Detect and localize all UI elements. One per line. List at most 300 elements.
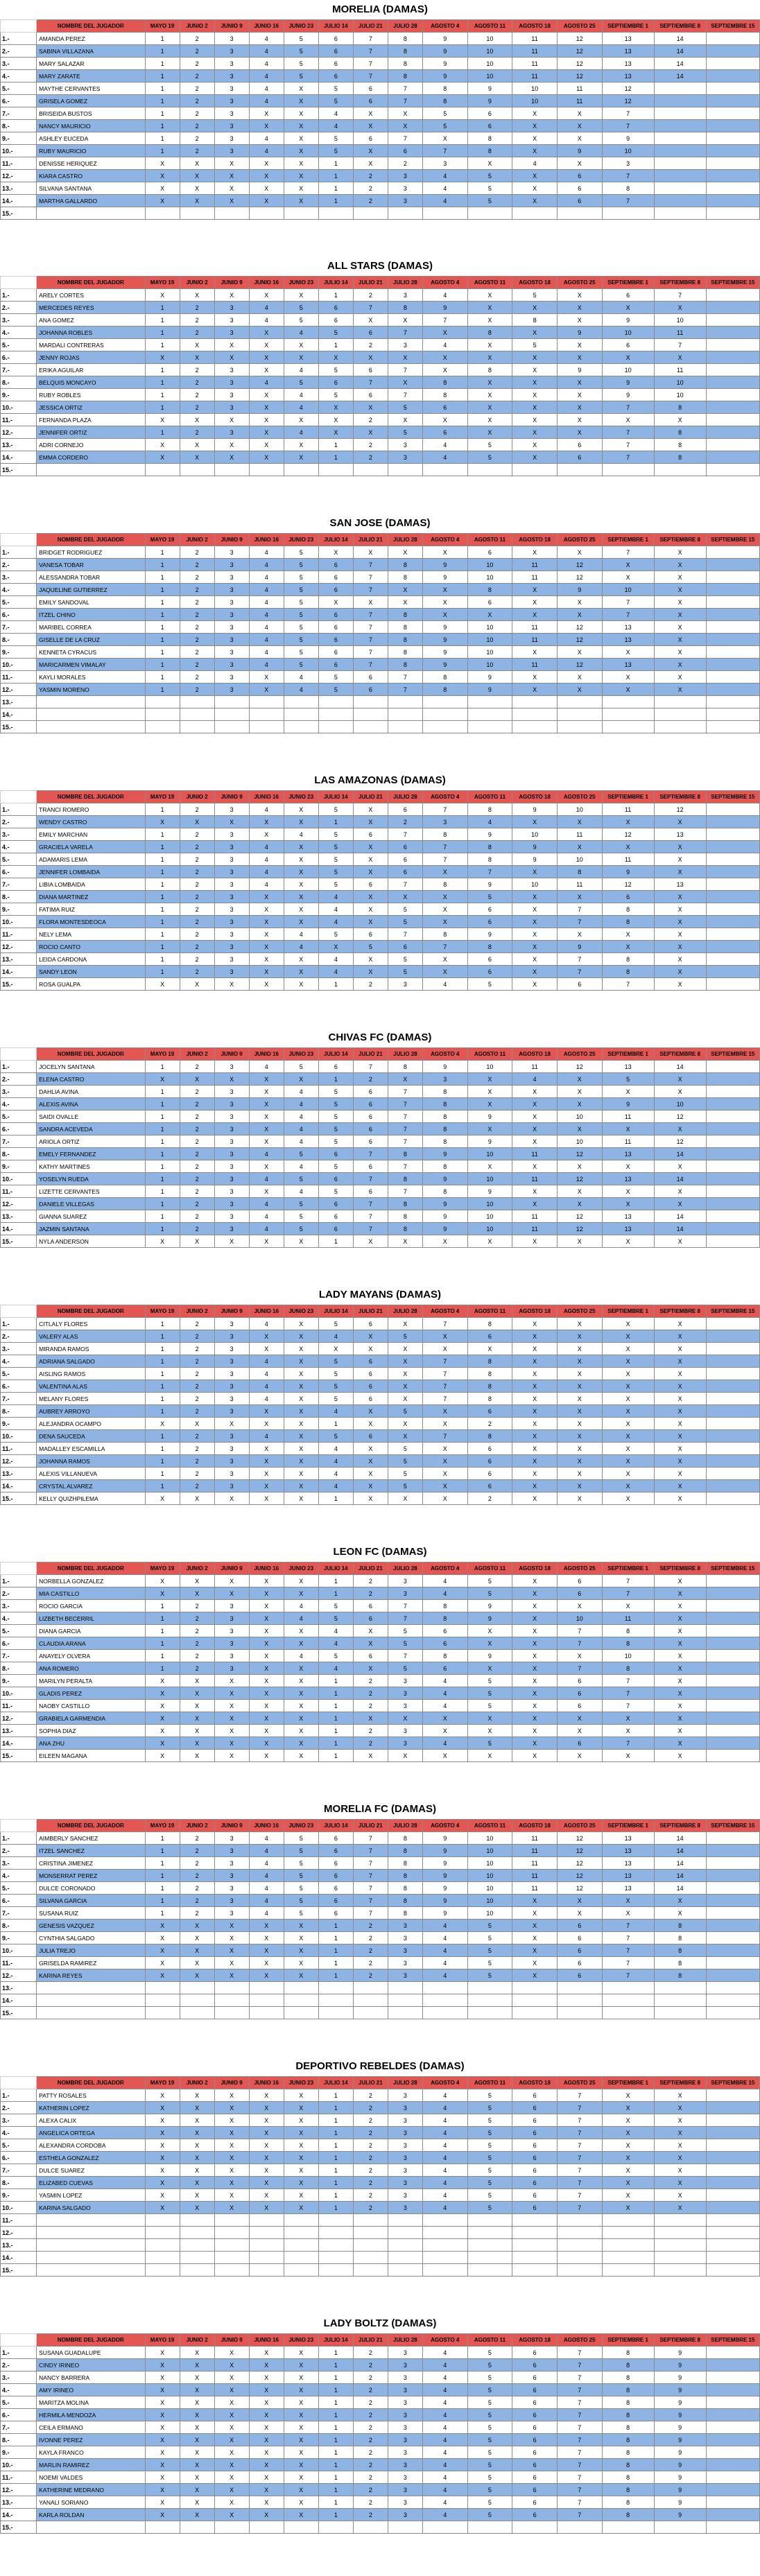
attendance-cell[interactable]: 2	[353, 2177, 388, 2189]
attendance-cell[interactable]: X	[467, 289, 512, 302]
attendance-cell[interactable]	[145, 696, 180, 708]
attendance-cell[interactable]: X	[512, 978, 558, 991]
attendance-cell[interactable]: 1	[145, 953, 180, 966]
attendance-cell[interactable]: 5	[318, 1160, 353, 1173]
attendance-cell[interactable]	[706, 120, 759, 132]
player-name[interactable]: KATHY MARTINES	[37, 1160, 145, 1173]
attendance-cell[interactable]	[706, 464, 759, 476]
attendance-cell[interactable]: X	[249, 1160, 284, 1173]
attendance-cell[interactable]: 2	[388, 157, 422, 170]
attendance-cell[interactable]: X	[602, 1443, 654, 1455]
attendance-cell[interactable]: 8	[602, 2409, 654, 2421]
attendance-cell[interactable]: X	[284, 95, 318, 107]
attendance-cell[interactable]: 6	[467, 1480, 512, 1492]
attendance-cell[interactable]: 1	[145, 1343, 180, 1355]
attendance-cell[interactable]: X	[557, 314, 602, 327]
attendance-cell[interactable]	[318, 721, 353, 733]
attendance-cell[interactable]: 4	[249, 58, 284, 70]
attendance-cell[interactable]: 1	[145, 828, 180, 841]
attendance-cell[interactable]: X	[557, 1405, 602, 1418]
attendance-cell[interactable]: 2	[180, 596, 214, 609]
attendance-cell[interactable]: 7	[422, 145, 467, 157]
attendance-cell[interactable]: 4	[249, 634, 284, 646]
attendance-cell[interactable]: 6	[318, 1857, 353, 1870]
attendance-cell[interactable]: X	[602, 2202, 654, 2214]
attendance-cell[interactable]: 3	[214, 1907, 249, 1920]
attendance-cell[interactable]: 2	[353, 2152, 388, 2164]
attendance-cell[interactable]: 2	[180, 1405, 214, 1418]
attendance-cell[interactable]: 4	[422, 2189, 467, 2202]
attendance-cell[interactable]: 5	[284, 1210, 318, 1223]
attendance-cell[interactable]: 3	[214, 120, 249, 132]
attendance-cell[interactable]: 12	[557, 1857, 602, 1870]
attendance-cell[interactable]: 5	[318, 1111, 353, 1123]
attendance-cell[interactable]: X	[512, 891, 558, 903]
attendance-cell[interactable]: X	[654, 1575, 706, 1587]
attendance-cell[interactable]: 12	[557, 1845, 602, 1857]
attendance-cell[interactable]: X	[388, 546, 422, 559]
player-name[interactable]: KENNETA CYRACUS	[37, 646, 145, 659]
attendance-cell[interactable]: 6	[557, 195, 602, 207]
attendance-cell[interactable]: 2	[180, 684, 214, 696]
attendance-cell[interactable]: X	[353, 145, 388, 157]
attendance-cell[interactable]	[602, 696, 654, 708]
player-name[interactable]: ITZEL SANCHEZ	[37, 1845, 145, 1857]
attendance-cell[interactable]: X	[318, 941, 353, 953]
attendance-cell[interactable]	[706, 853, 759, 866]
attendance-cell[interactable]: X	[654, 1712, 706, 1725]
attendance-cell[interactable]: 4	[249, 1318, 284, 1330]
attendance-cell[interactable]: 1	[318, 195, 353, 207]
attendance-cell[interactable]: 3	[214, 1111, 249, 1123]
attendance-cell[interactable]: 8	[388, 1845, 422, 1857]
attendance-cell[interactable]: X	[602, 684, 654, 696]
attendance-cell[interactable]: 2	[180, 376, 214, 389]
attendance-cell[interactable]: 11	[654, 327, 706, 339]
attendance-cell[interactable]	[706, 1907, 759, 1920]
attendance-cell[interactable]: 6	[388, 841, 422, 853]
attendance-cell[interactable]: 6	[318, 584, 353, 596]
attendance-cell[interactable]: 5	[284, 1148, 318, 1160]
attendance-cell[interactable]: 12	[557, 70, 602, 82]
attendance-cell[interactable]: X	[284, 1468, 318, 1480]
attendance-cell[interactable]: 14	[654, 1173, 706, 1185]
attendance-cell[interactable]: X	[145, 816, 180, 828]
player-name[interactable]: SUSANA GUADALUPE	[37, 2347, 145, 2359]
attendance-cell[interactable]: X	[284, 1480, 318, 1492]
attendance-cell[interactable]: X	[422, 1235, 467, 1248]
attendance-cell[interactable]: 6	[353, 1086, 388, 1098]
attendance-cell[interactable]: X	[145, 2139, 180, 2152]
attendance-cell[interactable]: X	[284, 878, 318, 891]
attendance-cell[interactable]: 6	[318, 1061, 353, 1073]
attendance-cell[interactable]: X	[284, 2152, 318, 2164]
attendance-cell[interactable]: 5	[467, 1957, 512, 1969]
attendance-cell[interactable]: 10	[467, 1173, 512, 1185]
player-name[interactable]: KIARA CASTRO	[37, 170, 145, 182]
attendance-cell[interactable]: 8	[422, 376, 467, 389]
attendance-cell[interactable]: 3	[214, 903, 249, 916]
attendance-cell[interactable]: X	[557, 351, 602, 364]
attendance-cell[interactable]: 3	[214, 107, 249, 120]
attendance-cell[interactable]: X	[249, 351, 284, 364]
attendance-cell[interactable]: 8	[422, 1086, 467, 1098]
attendance-cell[interactable]: X	[249, 978, 284, 991]
attendance-cell[interactable]: 7	[557, 2127, 602, 2139]
attendance-cell[interactable]: X	[557, 1355, 602, 1368]
attendance-cell[interactable]: 5	[467, 2396, 512, 2409]
attendance-cell[interactable]	[557, 2227, 602, 2239]
attendance-cell[interactable]: X	[654, 1086, 706, 1098]
attendance-cell[interactable]: 6	[512, 2372, 558, 2384]
attendance-cell[interactable]: 4	[249, 546, 284, 559]
attendance-cell[interactable]: X	[249, 451, 284, 464]
attendance-cell[interactable]: X	[467, 302, 512, 314]
attendance-cell[interactable]: X	[145, 1969, 180, 1982]
attendance-cell[interactable]: X	[654, 841, 706, 853]
attendance-cell[interactable]	[353, 2521, 388, 2534]
attendance-cell[interactable]: 5	[318, 389, 353, 401]
attendance-cell[interactable]	[706, 207, 759, 220]
player-name[interactable]: GLADIS PEREZ	[37, 1687, 145, 1700]
attendance-cell[interactable]: X	[512, 609, 558, 621]
attendance-cell[interactable]: 1	[318, 2114, 353, 2127]
attendance-cell[interactable]: X	[557, 1895, 602, 1907]
attendance-cell[interactable]: 8	[388, 1832, 422, 1845]
attendance-cell[interactable]: 8	[654, 426, 706, 439]
attendance-cell[interactable]: 2	[353, 978, 388, 991]
attendance-cell[interactable]	[422, 2521, 467, 2534]
attendance-cell[interactable]: 6	[512, 2089, 558, 2102]
attendance-cell[interactable]: X	[284, 1662, 318, 1675]
attendance-cell[interactable]	[512, 207, 558, 220]
attendance-cell[interactable]: X	[654, 1380, 706, 1393]
player-name[interactable]: ALEJANDRA OCAMPO	[37, 1418, 145, 1430]
attendance-cell[interactable]: 6	[422, 1637, 467, 1650]
attendance-cell[interactable]: X	[145, 2409, 180, 2421]
attendance-cell[interactable]: 3	[388, 2484, 422, 2496]
attendance-cell[interactable]: 7	[353, 33, 388, 45]
attendance-cell[interactable]: X	[145, 1575, 180, 1587]
attendance-cell[interactable]: 3	[422, 1073, 467, 1086]
attendance-cell[interactable]: 14	[654, 45, 706, 58]
attendance-cell[interactable]: 5	[467, 2359, 512, 2372]
attendance-cell[interactable]: 8	[602, 2446, 654, 2459]
attendance-cell[interactable]: 6	[467, 1330, 512, 1343]
attendance-cell[interactable]: 8	[388, 1223, 422, 1235]
attendance-cell[interactable]: 1	[145, 1430, 180, 1443]
player-name[interactable]	[37, 721, 145, 733]
attendance-cell[interactable]: 5	[467, 2102, 512, 2114]
attendance-cell[interactable]	[180, 207, 214, 220]
attendance-cell[interactable]: X	[284, 1675, 318, 1687]
attendance-cell[interactable]: X	[353, 596, 388, 609]
attendance-cell[interactable]: X	[249, 1587, 284, 1600]
attendance-cell[interactable]: 9	[422, 1895, 467, 1907]
attendance-cell[interactable]: 7	[602, 546, 654, 559]
attendance-cell[interactable]: 3	[388, 339, 422, 351]
attendance-cell[interactable]	[422, 708, 467, 721]
attendance-cell[interactable]: X	[249, 2114, 284, 2127]
attendance-cell[interactable]: 11	[512, 1870, 558, 1882]
attendance-cell[interactable]	[706, 659, 759, 671]
attendance-cell[interactable]: X	[422, 1443, 467, 1455]
attendance-cell[interactable]: 7	[602, 195, 654, 207]
attendance-cell[interactable]: X	[249, 1235, 284, 1248]
attendance-cell[interactable]: X	[214, 2114, 249, 2127]
attendance-cell[interactable]: 12	[654, 803, 706, 816]
attendance-cell[interactable]: 4	[249, 1061, 284, 1073]
attendance-cell[interactable]: X	[214, 1737, 249, 1750]
player-name[interactable]: MIRANDA RAMOS	[37, 1343, 145, 1355]
attendance-cell[interactable]: 6	[557, 1675, 602, 1687]
attendance-cell[interactable]: 6	[467, 1468, 512, 1480]
attendance-cell[interactable]	[512, 464, 558, 476]
player-name[interactable]: WENDY CASTRO	[37, 816, 145, 828]
attendance-cell[interactable]: X	[602, 1468, 654, 1480]
attendance-cell[interactable]: 3	[214, 1135, 249, 1148]
attendance-cell[interactable]: X	[249, 1343, 284, 1355]
attendance-cell[interactable]: X	[602, 1355, 654, 1368]
attendance-cell[interactable]: 3	[388, 1675, 422, 1687]
attendance-cell[interactable]: 7	[353, 1210, 388, 1223]
attendance-cell[interactable]: X	[654, 1393, 706, 1405]
attendance-cell[interactable]: 3	[214, 941, 249, 953]
attendance-cell[interactable]: X	[512, 1675, 558, 1687]
attendance-cell[interactable]: 10	[467, 634, 512, 646]
attendance-cell[interactable]: 4	[284, 1185, 318, 1198]
attendance-cell[interactable]: 5	[318, 841, 353, 853]
attendance-cell[interactable]: X	[180, 1687, 214, 1700]
attendance-cell[interactable]: X	[145, 2446, 180, 2459]
attendance-cell[interactable]: 3	[388, 2359, 422, 2372]
attendance-cell[interactable]: 1	[145, 621, 180, 634]
attendance-cell[interactable]: X	[353, 891, 388, 903]
attendance-cell[interactable]	[706, 2239, 759, 2252]
attendance-cell[interactable]: X	[284, 82, 318, 95]
attendance-cell[interactable]: X	[467, 1725, 512, 1737]
attendance-cell[interactable]	[706, 2484, 759, 2496]
attendance-cell[interactable]: 9	[422, 646, 467, 659]
attendance-cell[interactable]	[145, 207, 180, 220]
attendance-cell[interactable]	[706, 828, 759, 841]
attendance-cell[interactable]	[706, 1612, 759, 1625]
attendance-cell[interactable]	[706, 1600, 759, 1612]
attendance-cell[interactable]: X	[602, 941, 654, 953]
attendance-cell[interactable]: 10	[512, 828, 558, 841]
attendance-cell[interactable]	[706, 1882, 759, 1895]
attendance-cell[interactable]: X	[557, 841, 602, 853]
attendance-cell[interactable]: 7	[422, 1318, 467, 1330]
attendance-cell[interactable]: 6	[557, 1957, 602, 1969]
attendance-cell[interactable]: X	[180, 1932, 214, 1944]
attendance-cell[interactable]: 2	[180, 841, 214, 853]
attendance-cell[interactable]: 6	[422, 401, 467, 414]
attendance-cell[interactable]: X	[512, 1725, 558, 1737]
attendance-cell[interactable]: 3	[214, 1173, 249, 1185]
attendance-cell[interactable]: X	[318, 1343, 353, 1355]
attendance-cell[interactable]: 5	[318, 1135, 353, 1148]
attendance-cell[interactable]: X	[214, 1920, 249, 1932]
attendance-cell[interactable]: X	[654, 953, 706, 966]
attendance-cell[interactable]: X	[467, 1662, 512, 1675]
attendance-cell[interactable]: 1	[145, 1857, 180, 1870]
attendance-cell[interactable]: X	[284, 2127, 318, 2139]
attendance-cell[interactable]: X	[388, 1712, 422, 1725]
attendance-cell[interactable]: X	[557, 928, 602, 941]
attendance-cell[interactable]: 4	[249, 596, 284, 609]
attendance-cell[interactable]: 7	[602, 426, 654, 439]
attendance-cell[interactable]: X	[284, 816, 318, 828]
player-name[interactable]: BRIDGET RODRIGUEZ	[37, 546, 145, 559]
attendance-cell[interactable]: 1	[318, 2484, 353, 2496]
attendance-cell[interactable]: 5	[318, 1098, 353, 1111]
attendance-cell[interactable]: X	[557, 1368, 602, 1380]
attendance-cell[interactable]: 7	[388, 928, 422, 941]
attendance-cell[interactable]: 3	[214, 302, 249, 314]
attendance-cell[interactable]: 5	[284, 1882, 318, 1895]
attendance-cell[interactable]: 9	[422, 1061, 467, 1073]
attendance-cell[interactable]	[654, 157, 706, 170]
attendance-cell[interactable]: X	[249, 289, 284, 302]
attendance-cell[interactable]: 1	[318, 2102, 353, 2114]
attendance-cell[interactable]: 3	[214, 1612, 249, 1625]
attendance-cell[interactable]: 2	[180, 1173, 214, 1185]
attendance-cell[interactable]: 1	[145, 1600, 180, 1612]
attendance-cell[interactable]: X	[284, 1418, 318, 1430]
player-name[interactable]: JENNIFER LOMBAIDA	[37, 866, 145, 878]
attendance-cell[interactable]: 13	[602, 45, 654, 58]
attendance-cell[interactable]: X	[512, 1480, 558, 1492]
attendance-cell[interactable]: X	[249, 2102, 284, 2114]
attendance-cell[interactable]: X	[557, 671, 602, 684]
attendance-cell[interactable]: 4	[249, 584, 284, 596]
attendance-cell[interactable]: X	[512, 302, 558, 314]
player-name[interactable]: MARILYN PERALTA	[37, 1675, 145, 1687]
attendance-cell[interactable]: X	[467, 1750, 512, 1762]
attendance-cell[interactable]: X	[512, 1393, 558, 1405]
attendance-cell[interactable]: 1	[145, 339, 180, 351]
attendance-cell[interactable]: X	[249, 1418, 284, 1430]
attendance-cell[interactable]: 4	[284, 941, 318, 953]
attendance-cell[interactable]: X	[353, 916, 388, 928]
attendance-cell[interactable]: 8	[388, 58, 422, 70]
attendance-cell[interactable]: 9	[422, 1845, 467, 1857]
attendance-cell[interactable]: 2	[353, 1737, 388, 1750]
attendance-cell[interactable]: 2	[180, 916, 214, 928]
player-name[interactable]: MARDALI CONTRERAS	[37, 339, 145, 351]
attendance-cell[interactable]: X	[557, 646, 602, 659]
attendance-cell[interactable]: 7	[353, 1148, 388, 1160]
attendance-cell[interactable]	[706, 978, 759, 991]
attendance-cell[interactable]: 4	[284, 389, 318, 401]
player-name[interactable]: KATHERIN LOPEZ	[37, 2102, 145, 2114]
attendance-cell[interactable]: 6	[467, 1405, 512, 1418]
attendance-cell[interactable]: X	[249, 1969, 284, 1982]
attendance-cell[interactable]: X	[557, 107, 602, 120]
attendance-cell[interactable]: 2	[353, 2484, 388, 2496]
attendance-cell[interactable]: 7	[557, 2359, 602, 2372]
attendance-cell[interactable]: 5	[467, 1700, 512, 1712]
attendance-cell[interactable]: X	[180, 2177, 214, 2189]
attendance-cell[interactable]: 7	[602, 401, 654, 414]
attendance-cell[interactable]: 7	[557, 2484, 602, 2496]
attendance-cell[interactable]	[249, 2252, 284, 2264]
attendance-cell[interactable]	[706, 1712, 759, 1725]
attendance-cell[interactable]: 1	[145, 1173, 180, 1185]
player-name[interactable]: HERMILA MENDOZA	[37, 2409, 145, 2421]
attendance-cell[interactable]	[654, 2007, 706, 2019]
attendance-cell[interactable]: X	[654, 2089, 706, 2102]
attendance-cell[interactable]: 7	[602, 1920, 654, 1932]
attendance-cell[interactable]: 2	[353, 2114, 388, 2127]
attendance-cell[interactable]: 6	[318, 1895, 353, 1907]
attendance-cell[interactable]: X	[180, 1675, 214, 1687]
attendance-cell[interactable]	[180, 708, 214, 721]
attendance-cell[interactable]	[214, 464, 249, 476]
attendance-cell[interactable]: X	[145, 2152, 180, 2164]
attendance-cell[interactable]: X	[284, 866, 318, 878]
attendance-cell[interactable]: X	[557, 1235, 602, 1248]
attendance-cell[interactable]: X	[249, 107, 284, 120]
attendance-cell[interactable]: 11	[512, 634, 558, 646]
attendance-cell[interactable]: X	[249, 816, 284, 828]
attendance-cell[interactable]: 3	[214, 364, 249, 376]
attendance-cell[interactable]: X	[249, 2484, 284, 2496]
attendance-cell[interactable]: 8	[654, 401, 706, 414]
attendance-cell[interactable]: 7	[353, 1907, 388, 1920]
attendance-cell[interactable]: 8	[602, 2471, 654, 2484]
attendance-cell[interactable]: 5	[388, 1455, 422, 1468]
attendance-cell[interactable]	[706, 634, 759, 646]
attendance-cell[interactable]: 1	[145, 1330, 180, 1343]
attendance-cell[interactable]: 8	[602, 1662, 654, 1675]
attendance-cell[interactable]: 4	[422, 2409, 467, 2421]
attendance-cell[interactable]: 5	[284, 621, 318, 634]
attendance-cell[interactable]: 3	[214, 426, 249, 439]
attendance-cell[interactable]: X	[249, 1073, 284, 1086]
attendance-cell[interactable]: X	[214, 414, 249, 426]
attendance-cell[interactable]: 1	[145, 928, 180, 941]
attendance-cell[interactable]: X	[214, 816, 249, 828]
attendance-cell[interactable]	[422, 2214, 467, 2227]
attendance-cell[interactable]: X	[145, 1725, 180, 1737]
player-name[interactable]	[37, 1982, 145, 1994]
attendance-cell[interactable]: 4	[318, 107, 353, 120]
attendance-cell[interactable]: 9	[467, 1135, 512, 1148]
attendance-cell[interactable]: 7	[602, 1944, 654, 1957]
player-name[interactable]: ITZEL CHINO	[37, 609, 145, 621]
attendance-cell[interactable]: 9	[557, 584, 602, 596]
attendance-cell[interactable]: 5	[318, 327, 353, 339]
attendance-cell[interactable]: X	[422, 327, 467, 339]
attendance-cell[interactable]: 12	[557, 659, 602, 671]
attendance-cell[interactable]: X	[353, 1330, 388, 1343]
attendance-cell[interactable]: 7	[602, 978, 654, 991]
attendance-cell[interactable]: X	[557, 546, 602, 559]
attendance-cell[interactable]: 5	[284, 1173, 318, 1185]
attendance-cell[interactable]: 10	[467, 1882, 512, 1895]
attendance-cell[interactable]	[214, 2264, 249, 2277]
attendance-cell[interactable]: 5	[318, 828, 353, 841]
attendance-cell[interactable]	[706, 339, 759, 351]
attendance-cell[interactable]: X	[214, 2446, 249, 2459]
attendance-cell[interactable]: X	[388, 120, 422, 132]
attendance-cell[interactable]: X	[249, 2127, 284, 2139]
attendance-cell[interactable]: 6	[318, 1832, 353, 1845]
attendance-cell[interactable]: 6	[353, 1600, 388, 1612]
attendance-cell[interactable]: 9	[422, 559, 467, 571]
